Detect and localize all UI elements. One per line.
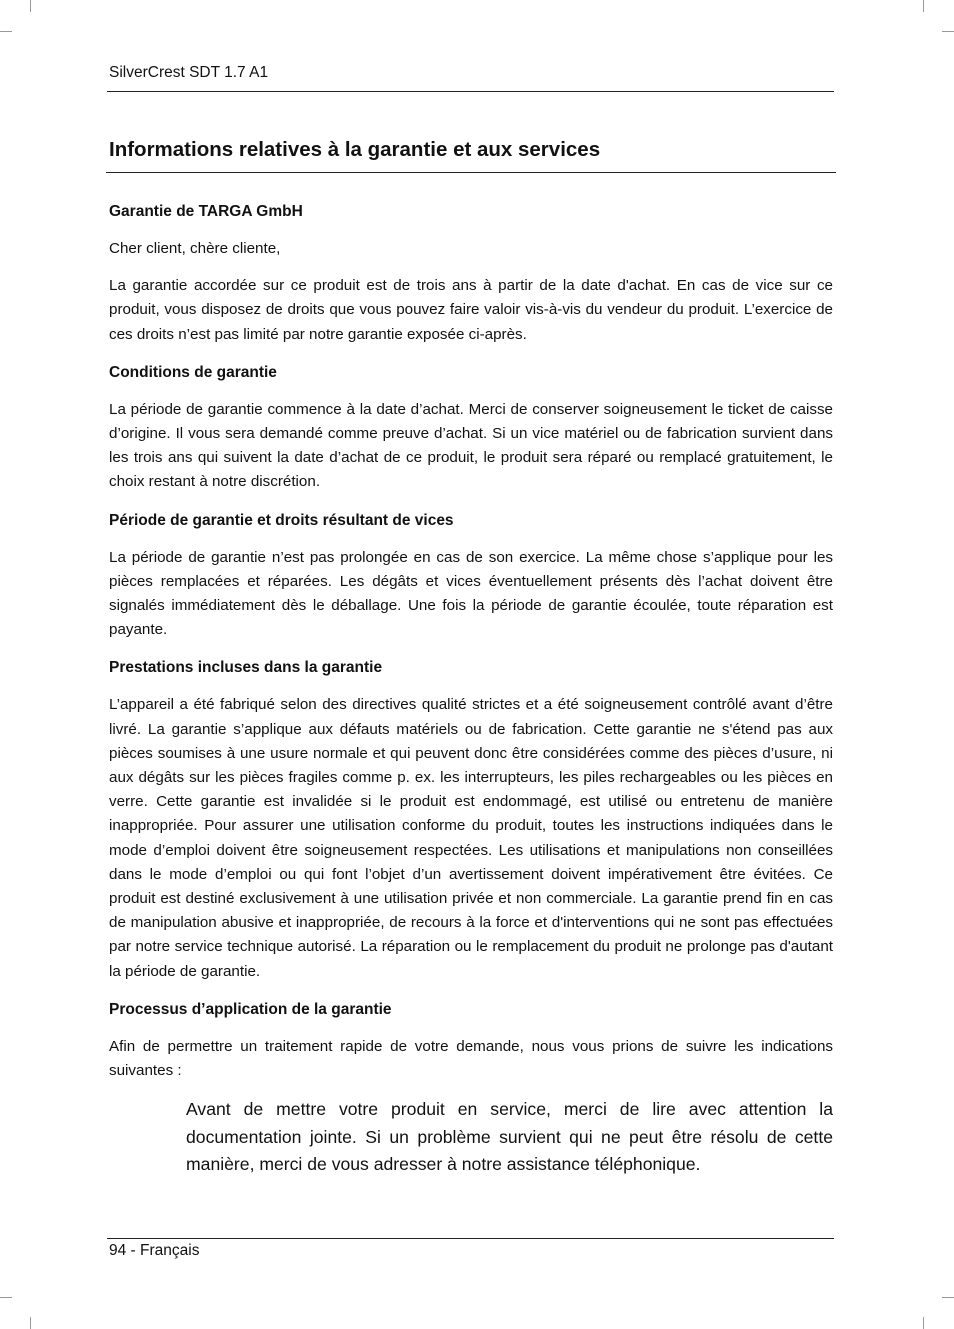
paragraph: Afin de permettre un traitement rapide de votre demande, nous vous prions de suivre les indications suivantes :	[109, 1037, 833, 1080]
crop-mark	[942, 31, 954, 32]
indented-paragraph: Avant de mettre votre produit en service, merci de lire avec attention la documentation jointe. Si un problème survient qui ne peut être résolu de cette manière, merci de vous adresser à notre assistance téléphonique.	[186, 1099, 833, 1175]
footer-divider	[107, 1238, 834, 1239]
paragraph: La garantie accordée sur ce produit est de trois ans à partir de la date d'achat. En cas de vice sur ce produit, vous disposez de droits que vous pouvez faire valoir vis-à-vis du vendeur du produit. L’exercice de ces droits n’est pas limité par notre garantie exposée ci-après.	[109, 277, 833, 343]
crop-mark	[0, 1297, 12, 1298]
section-heading: Prestations incluses dans la garantie	[109, 659, 383, 677]
header-divider	[107, 91, 834, 92]
paragraph: La période de garantie n’est pas prolongée en cas de son exercice. La même chose s’applique pour les pièces remplacées et réparées. Les dégâts et vices éventuellement présents dès l’achat doivent être signalés immédiatement dès le déballage. Une fois la période de garantie écoulée, toute réparation est payante.	[109, 548, 833, 639]
crop-mark	[923, 1317, 924, 1329]
running-header: SilverCrest SDT 1.7 A1	[109, 64, 269, 81]
crop-mark	[0, 31, 12, 32]
section-heading: Processus d’application de la garantie	[109, 1000, 392, 1018]
paragraph: La période de garantie commence à la date d’achat. Merci de conserver soigneusement le ticket de caisse d’origine. Il vous sera demandé comme preuve d’achat. Si un vice matériel ou de fabrication survient dans les trois ans qui suivent la date d’achat de ce produit, le produit sera réparé ou remplacé gratuitement, le choix restant à notre discrétion.	[109, 400, 833, 491]
crop-mark	[30, 0, 31, 12]
title-divider	[106, 172, 836, 173]
crop-mark	[923, 0, 924, 12]
page-footer: 94 - Français	[109, 1242, 200, 1259]
crop-mark	[942, 1297, 954, 1298]
page-title: Informations relatives à la garantie et aux services	[109, 138, 601, 161]
document-body	[109, 200, 833, 1179]
paragraph: Cher client, chère cliente,	[109, 240, 281, 257]
paragraph: L’appareil a été fabriqué selon des directives qualité strictes et a été soigneusement contrôlé avant d’être livré. La garantie s’applique aux défauts matériels ou de fabrication. Cette garantie ne s'étend pas aux pièces soumises à une usure normale et qui peuvent donc être considérées comme des pièces d’usure, ni aux dégâts sur les pièces fragiles comme p. ex. les interrupteurs, les piles rechargeables ou les pièces en verre. Cette garantie est invalidée si le produit est endommagé, est utilisé ou entretenu de manière inappropriée. Pour assurer une utilisation conforme du produit, toutes les instructions indiquées dans le mode d’emploi doivent être soigneusement respectées. Les utilisations et manipulations non conseillées dans le mode d’emploi ou qui font l’objet d’un avertissement doivent impérativement être évitées. Ce produit est destiné exclusivement à une utilisation privée et non commerciale. La garantie prend fin en cas de manipulation abusive et inappropriée, de recours à la force et d'interventions qui ne sont pas effectuées par notre service technique autorisé. La réparation ou le remplacement du produit ne prolonge pas d'autant la période de garantie.	[109, 696, 833, 980]
section-heading: Garantie de TARGA GmbH	[109, 203, 303, 220]
section-heading: Conditions de garantie	[109, 363, 277, 381]
section-heading: Période de garantie et droits résultant de vices	[109, 511, 454, 529]
crop-mark	[30, 1317, 31, 1329]
